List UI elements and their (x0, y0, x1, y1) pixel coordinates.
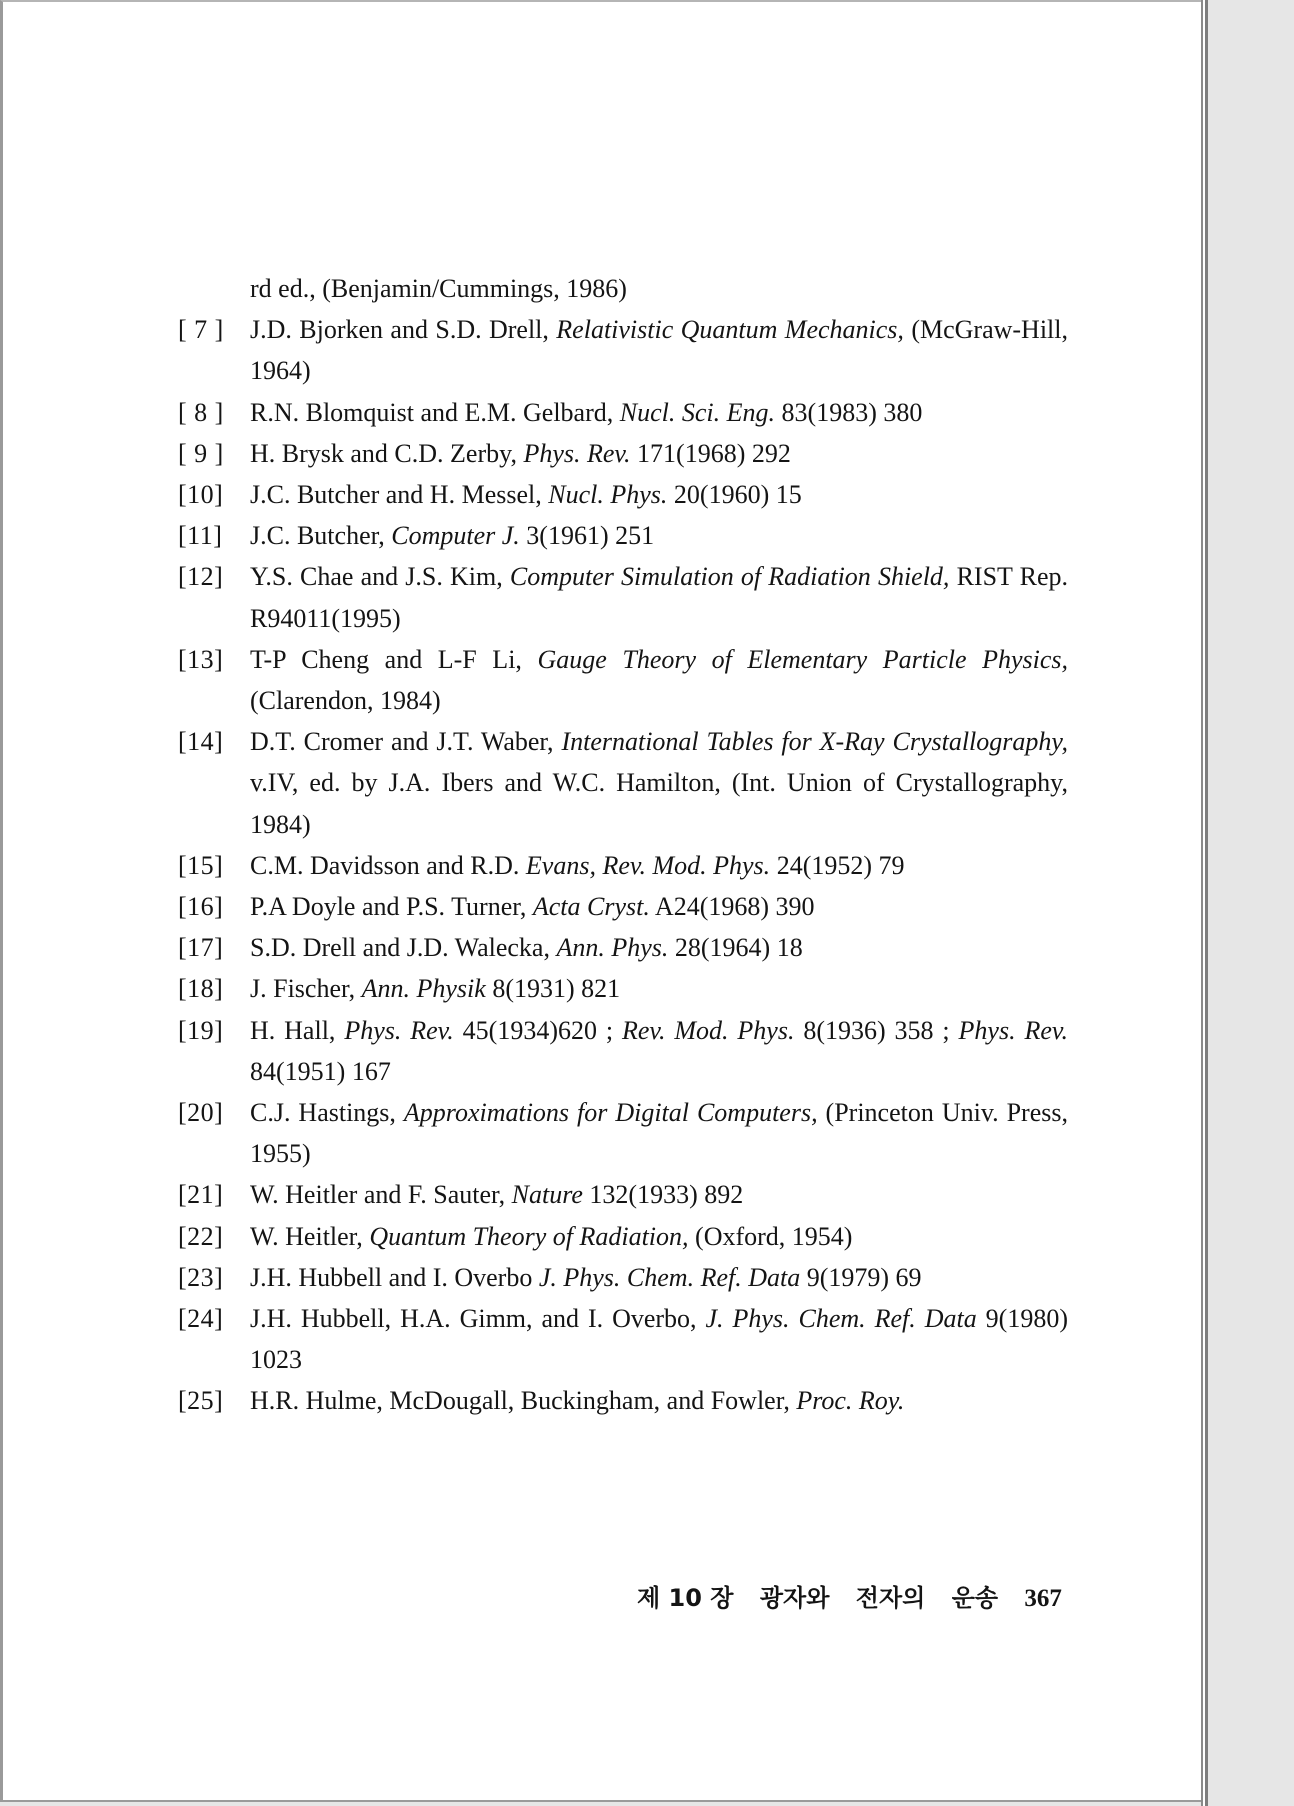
reference-title: Phys. Rev. (523, 438, 631, 468)
reference-title: International Tables for X-Ray Crystallography, (561, 727, 1069, 757)
reference-authors: J.C. Butcher, (250, 521, 392, 551)
reference-authors: J. Fischer, (250, 974, 362, 1004)
reference-authors: H. Brysk and C.D. Zerby, (250, 438, 524, 468)
chapter-title-word: 광자와 (759, 1584, 830, 1612)
reference-details: 20(1960) 15 (667, 480, 802, 510)
reference-title: Rev. Mod. Phys. (621, 1015, 795, 1045)
chapter-title-word: 전자의 (855, 1584, 926, 1612)
reference-text (250, 886, 1068, 927)
reference-title: Nucl. Sci. Eng. (619, 397, 776, 427)
reference-23 (178, 1257, 1068, 1298)
reference-details: 8(1931) 821 (485, 974, 621, 1004)
reference-number: [19] (178, 1015, 224, 1045)
reference-text (250, 1298, 1068, 1380)
reference-title: Ann. Physik (361, 974, 486, 1004)
reference-number: [21] (178, 1180, 224, 1210)
reference-21 (178, 1174, 1068, 1215)
reference-text (250, 433, 1068, 474)
reference-text (250, 1010, 1068, 1092)
reference-authors: T-P Cheng and L-F Li, (250, 644, 538, 674)
reference-number: [11] (178, 521, 223, 551)
reference-title: Quantum Theory of Radiation, (369, 1221, 689, 1251)
reference-text (250, 968, 1068, 1009)
reference-authors: J.C. Butcher and H. Messel, (250, 480, 549, 510)
reference-title: Phys. Rev. (344, 1015, 454, 1045)
reference-number: [ 8 ] (178, 397, 224, 427)
reference-text (250, 927, 1068, 968)
reference-title: Phys. Rev. (958, 1015, 1069, 1045)
reference-details: 171(1968) 292 (630, 438, 791, 468)
reference-number: [16] (178, 892, 224, 922)
reference-12 (178, 556, 1068, 638)
chapter-title-word: 운송 (951, 1584, 999, 1612)
reference-title: J. Phys. Chem. Ref. Data (538, 1262, 801, 1292)
reference-24 (178, 1298, 1068, 1380)
reference-number: [18] (178, 974, 224, 1004)
reference-18 (178, 968, 1068, 1009)
reference-authors: H. Hall, (250, 1015, 345, 1045)
reference-authors: S.D. Drell and J.D. Walecka, (250, 933, 557, 963)
reference-details: 3(1961) 251 (519, 521, 655, 551)
reference-title: Nucl. Phys. (548, 480, 668, 510)
reference-text: rd ed., (Benjamin/Cummings, 1986) (250, 274, 627, 303)
reference-number: [13] (178, 644, 224, 674)
reference-number: [15] (178, 850, 224, 880)
reference-11 (178, 515, 1068, 556)
reference-text (250, 721, 1068, 845)
reference-number: [20] (178, 1098, 224, 1128)
reference-details: 45(1934)620 ; (453, 1015, 622, 1045)
reference-number: [17] (178, 933, 224, 963)
reference-authors: J.D. Bjorken and S.D. Drell, (250, 315, 557, 345)
reference-text (250, 474, 1068, 515)
reference-10 (178, 474, 1068, 515)
reference-title: Nature (511, 1180, 583, 1210)
reference-details: 28(1964) 18 (668, 933, 803, 963)
reference-details: 83(1983) 380 (775, 397, 923, 427)
reference-15 (178, 845, 1068, 886)
reference-details: RIST Rep. R94011(1995) (250, 562, 1068, 633)
reference-authors: C.J. Hastings, (250, 1098, 404, 1128)
reference-title: Computer Simulation of Radiation Shield, (509, 562, 950, 592)
reference-details: (Princeton Univ. Press, 1955) (250, 1098, 1068, 1169)
reference-details: A24(1968) 390 (649, 892, 815, 922)
reference-number: [23] (178, 1262, 224, 1292)
reference-text (250, 845, 1068, 886)
reference-details: (Clarendon, 1984) (250, 686, 441, 716)
reference-title: Ann. Phys. (556, 933, 669, 963)
reference-text (250, 1174, 1068, 1215)
reference-list (178, 268, 1068, 1422)
reference-authors: W. Heitler and F. Sauter, (250, 1180, 512, 1210)
reference-details: 132(1933) 892 (582, 1180, 744, 1210)
reference-authors: J.H. Hubbell and I. Overbo (250, 1262, 539, 1292)
page-number: 367 (1024, 1585, 1062, 1612)
reference-text (250, 309, 1068, 391)
reference-authors: Y.S. Chae and J.S. Kim, (250, 562, 510, 592)
reference-continuation (178, 268, 1068, 309)
reference-title: Computer J. (391, 521, 520, 551)
reference-number: [22] (178, 1221, 224, 1251)
reference-text (250, 392, 1068, 433)
reference-details: 24(1952) 79 (770, 850, 905, 880)
reference-title: Gauge Theory of Elementary Particle Physics, (537, 644, 1068, 674)
reference-22 (178, 1216, 1068, 1257)
reference-authors: P.A Doyle and P.S. Turner, (250, 892, 533, 922)
reference-details: 8(1936) 358 ; (794, 1015, 959, 1045)
reference-details: (McGraw-Hill, 1964) (250, 315, 1068, 386)
reference-title: Acta Cryst. (532, 892, 650, 922)
reference-text (250, 1257, 1068, 1298)
reference-title: Relativistic Quantum Mechanics, (556, 315, 904, 345)
page-edge (1201, 0, 1208, 1806)
reference-authors: W. Heitler, (250, 1221, 370, 1251)
reference-text (250, 515, 1068, 556)
reference-title: Proc. Roy. (796, 1386, 905, 1416)
reference-25 (178, 1380, 1068, 1421)
reference-text (250, 1380, 1068, 1421)
reference-number: [10] (178, 480, 224, 510)
reference-7 (178, 309, 1068, 391)
reference-number: [12] (178, 562, 224, 592)
reference-text (250, 1216, 1068, 1257)
reference-authors: J.H. Hubbell, H.A. Gimm, and I. Overbo, (250, 1304, 706, 1334)
reference-title: J. Phys. Chem. Ref. Data (705, 1304, 977, 1334)
reference-authors: H.R. Hulme, McDougall, Buckingham, and Fowler, (250, 1386, 797, 1416)
reference-text (250, 556, 1068, 638)
reference-number: [14] (178, 727, 224, 757)
reference-number: [ 9 ] (178, 438, 224, 468)
reference-8 (178, 392, 1068, 433)
reference-number: [25] (178, 1386, 224, 1416)
reference-13 (178, 639, 1068, 721)
reference-authors: C.M. Davidsson and R.D. (250, 850, 526, 880)
reference-number: [ 7 ] (178, 315, 224, 345)
reference-9 (178, 433, 1068, 474)
reference-14 (178, 721, 1068, 845)
page-footer (637, 1578, 1062, 1613)
reference-details: v.IV, ed. by J.A. Ibers and W.C. Hamilton, (Int. Union of Crystallography, 1984) (250, 768, 1068, 839)
reference-17 (178, 927, 1068, 968)
reference-authors: D.T. Cromer and J.T. Waber, (250, 727, 562, 757)
reference-details: (Oxford, 1954) (688, 1221, 853, 1251)
reference-details: 84(1951) 167 (250, 1056, 391, 1086)
reference-20 (178, 1092, 1068, 1174)
chapter-label: 제 10 장 (637, 1584, 734, 1612)
reference-16 (178, 886, 1068, 927)
reference-title: Evans, Rev. Mod. Phys. (525, 850, 771, 880)
reference-title: Approximations for Digital Computers, (403, 1098, 818, 1128)
reference-details: 9(1980) 1023 (250, 1304, 1068, 1375)
reference-details: 9(1979) 69 (800, 1262, 922, 1292)
reference-text (250, 639, 1068, 721)
reference-authors: R.N. Blomquist and E.M. Gelbard, (250, 397, 620, 427)
reference-number: [24] (178, 1304, 224, 1334)
reference-text (250, 1092, 1068, 1174)
reference-19 (178, 1010, 1068, 1092)
